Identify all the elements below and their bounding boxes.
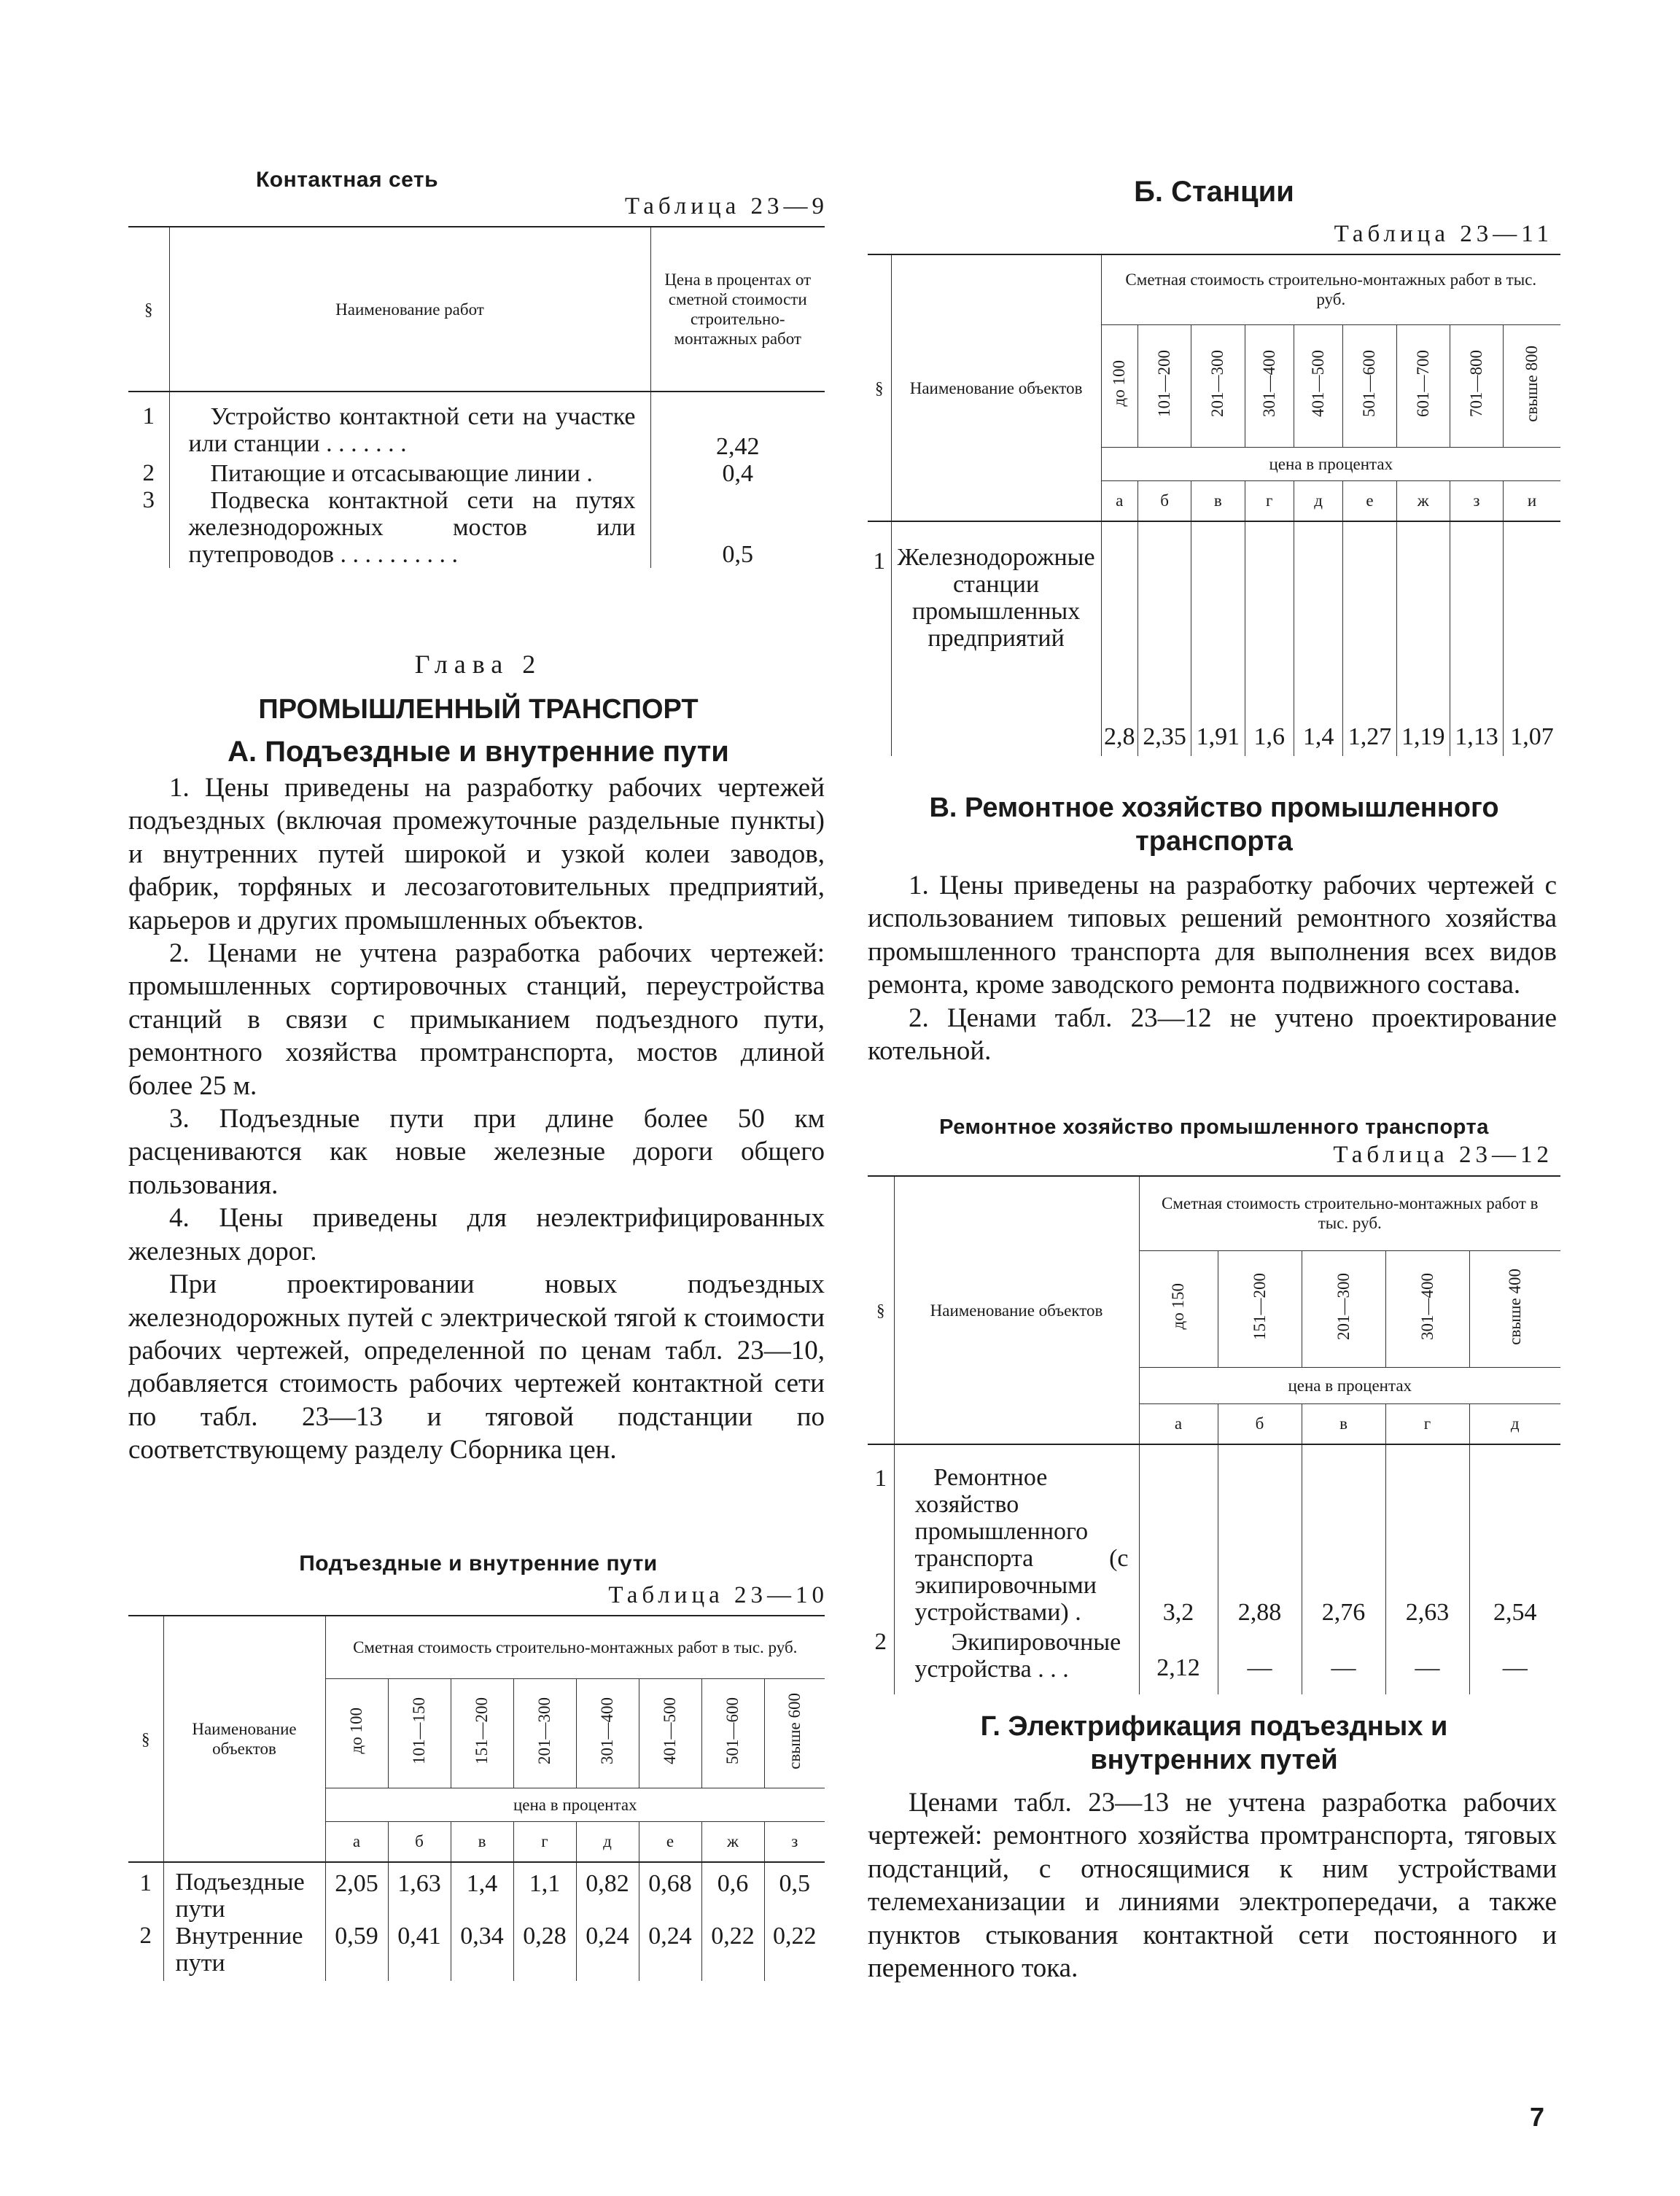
t12-range: до 150 (1169, 1283, 1187, 1330)
t11-range: до 100 (1110, 360, 1129, 407)
t9-header-section: § (128, 227, 169, 392)
t12-range: 301—400 (1418, 1273, 1436, 1340)
t10-range: свыше 600 (785, 1692, 804, 1769)
t11-range: 501—600 (1360, 350, 1379, 417)
page-number: 7 (1530, 2102, 1545, 2132)
t10-letter: з (764, 1821, 825, 1862)
t11-letter: з (1450, 480, 1503, 521)
t10-range: до 100 (347, 1708, 365, 1754)
t12-letter: в (1302, 1403, 1385, 1444)
t9-row: 1 Устройство контактной сети на участке или станции . . . . . . . 2,42 (128, 403, 825, 460)
t10-header-name: Наименование объектов (163, 1616, 325, 1862)
t11-letter: ж (1396, 480, 1450, 521)
paragraph: 4. Цены приведены для неэлектрифицированных железных дорог. (128, 1203, 825, 1266)
t9-row: 2 Питающие и отсасывающие линии . 0,4 (128, 460, 825, 487)
t10-header-percent: цена в процентах (325, 1788, 825, 1821)
t12-caption: Ремонтное хозяйство промышленного транспорта (939, 1115, 1489, 1139)
t11-range: 401—500 (1309, 350, 1328, 417)
t12-letter: д (1469, 1403, 1560, 1444)
section-a-heading: А. Подъездные и внутренние пути (228, 736, 729, 768)
chapter-label: Глава 2 (414, 650, 542, 679)
t11-range: 701—800 (1466, 350, 1485, 417)
t11-range: свыше 800 (1522, 345, 1541, 422)
chapter-title: ПРОМЫШЛЕННЫЙ ТРАНСПОРТ (258, 694, 699, 725)
t12-letter: г (1385, 1403, 1469, 1444)
section-g-text (868, 1786, 1557, 1985)
t11-letter: г (1245, 480, 1294, 521)
t10-number: Таблица 23—10 (608, 1582, 828, 1608)
t11-letter: и (1504, 480, 1560, 521)
t9-header-price: Цена в процентах от сметной стоимости строительно-монтажных работ (650, 227, 825, 392)
t11-header-percent: цена в процентах (1101, 447, 1560, 480)
t9-header-name: Наименование работ (169, 227, 650, 392)
t12-header-name: Наименование объектов (894, 1176, 1139, 1444)
t11-row: 1 Железнодорожные станции промышленных предприятий 2,8 2,35 1,91 1,6 1,4 1,27 1,19 1,13 1,07 (868, 521, 1560, 756)
t11-header-section: § (875, 378, 884, 397)
t11-range: 601—700 (1413, 350, 1432, 417)
t11-range: 201—300 (1208, 350, 1227, 417)
t10-letter: д (576, 1821, 639, 1862)
paragraph: 2. Ценами табл. 23—12 не учтено проектирование котельной. (868, 1002, 1557, 1067)
paragraph: 1. Цены приведены на разработку рабочих чертежей подъездных (включая промежуточные раздельные пункты) и внутренних путей широкой и узкой колеи заводов, фабрик, торфяных и лесозаготовительных предприятий, карьеров и других промышленных объектов. (128, 773, 825, 935)
t10-letter: б (388, 1821, 451, 1862)
table-23-12 (868, 1175, 1560, 1694)
t10-range: 201—300 (535, 1697, 553, 1764)
section-v-heading: В. Ремонтное хозяйство промышленного транспорта (929, 793, 1499, 857)
t12-header-cost: Сметная стоимость строительно-монтажных работ в тыс. руб. (1139, 1176, 1560, 1250)
t11-letter: е (1343, 480, 1396, 521)
right-body-text (868, 869, 1557, 1067)
t12-letter: б (1218, 1403, 1302, 1444)
t12-header-percent: цена в процентах (1139, 1367, 1560, 1403)
t12-letter: а (1139, 1403, 1218, 1444)
left-body-text (128, 771, 825, 1467)
t10-row: 1 Подъездные пути 2,05 1,63 1,4 1,1 0,82 0,68 0,6 0,5 (128, 1862, 825, 1923)
table-23-9 (128, 226, 825, 568)
table-23-11 (868, 254, 1560, 756)
t10-range: 101—150 (410, 1697, 428, 1764)
t10-letter: в (451, 1821, 513, 1862)
t12-row: 1 Ремонтное хозяйство промышленного транспорта (с экипировочными устройствами) . 3,2 2,88 2,76 2,63 2,54 (868, 1444, 1560, 1629)
t11-range: 301—400 (1259, 350, 1278, 417)
t10-letter: ж (701, 1821, 764, 1862)
t9-row: 3 Подвеска контактной сети на путях железнодорожных мостов или путепроводов . . . . . . . . . . 0,5 (128, 487, 825, 568)
t11-range: 101—200 (1155, 350, 1174, 417)
t12-number: Таблица 23—12 (1333, 1142, 1553, 1168)
t11-header-cost: Сметная стоимость строительно-монтажных работ в тыс. руб. (1101, 254, 1560, 324)
t9-caption: Контактная сеть (255, 168, 439, 192)
paragraph: 3. Подъездные пути при длине более 50 км расцениваются как новые железные дороги общего пользования. (128, 1104, 825, 1200)
t11-letter: б (1138, 480, 1191, 521)
t11-header-name: Наименование объектов (891, 254, 1101, 521)
table-23-10 (128, 1615, 825, 1981)
t10-header-section: § (141, 1729, 150, 1748)
t12-range: 201—300 (1334, 1273, 1353, 1340)
paragraph: При проектировании новых подъездных железнодорожных путей с электрической тягой к стоимости рабочих чертежей, определенной по ценам табл. 23—10, добавляется стоимость рабочих чертежей контактной сети по табл. 23—13 и тяговой подстанции по соответствующему разделу Сборника цен. (128, 1269, 825, 1465)
t10-range: 301—400 (598, 1697, 616, 1764)
t9-number: Таблица 23—9 (624, 193, 828, 219)
section-g-heading: Г. Электрификация подъездных и внутренних путей (980, 1711, 1448, 1775)
t10-caption: Подъездные и внутренние пути (299, 1551, 658, 1576)
t10-letter: а (325, 1821, 388, 1862)
t10-header-cost: Сметная стоимость строительно-монтажных работ в тыс. руб. (325, 1616, 825, 1678)
paragraph: 1. Цены приведены на разработку рабочих чертежей с использованием типовых решений ремонтного хозяйства промышленного транспорта для выполнения всех видов ремонта, кроме заводского ремонта подвижного состава. (868, 871, 1557, 1000)
paragraph: Ценами табл. 23—13 не учтена разработка рабочих чертежей: ремонтного хозяйства промтранспорта, тяговых подстанций, с относящимися к ним устройствами телемеханизации и линиями электропередачи, а также пунктов стыкования контактной сети постоянного и переменного тока. (868, 1788, 1557, 1984)
t10-range: 401—500 (661, 1697, 679, 1764)
t11-letter: а (1101, 480, 1138, 521)
section-b-heading: Б. Станции (1134, 176, 1294, 208)
t11-letter: в (1191, 480, 1245, 521)
t12-range: свыше 400 (1505, 1268, 1524, 1345)
t10-range: 501—600 (723, 1697, 742, 1764)
t12-row: 2 Экипировочные устройства . . . 2,12 — — — — (868, 1629, 1560, 1694)
t10-row: 2 Внутренние пути 0,59 0,41 0,34 0,28 0,24 0,24 0,22 0,22 (128, 1923, 825, 1981)
t11-letter: д (1294, 480, 1342, 521)
t10-letter: е (639, 1821, 701, 1862)
t10-letter: г (513, 1821, 576, 1862)
t12-header-section: § (876, 1301, 885, 1320)
t11-number: Таблица 23—11 (1334, 221, 1553, 247)
t10-range: 151—200 (472, 1697, 491, 1764)
t12-range: 151—200 (1250, 1273, 1269, 1340)
paragraph: 2. Ценами не учтена разработка рабочих чертежей: промышленных сортировочных станций, переустройства станций в связи с примыканием подъездного пути, ремонтного хозяйства промтранспорта, мостов длиной более 25 м. (128, 938, 825, 1101)
